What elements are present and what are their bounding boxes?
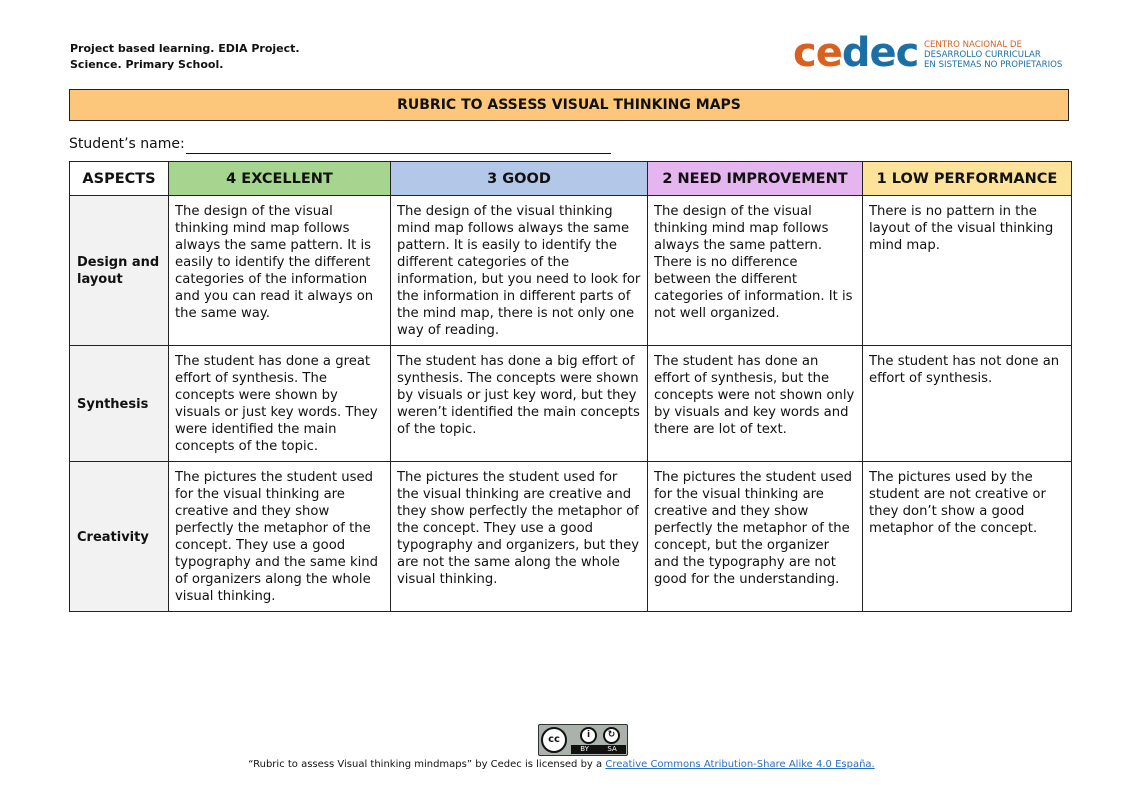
logo-word-part-orange: ce [793, 30, 842, 76]
logo-sub-line-2: DESARROLLO CURRICULAR [924, 50, 1041, 60]
header-school-line: Science. Primary School. [70, 58, 224, 71]
cc-license-badge [538, 724, 628, 756]
cell-design-improvement: The design of the visual thinking mind map follows always the same pattern. There is no difference between the different categories of information. It is not well organized. [648, 196, 863, 346]
rubric-title: RUBRIC TO ASSESS VISUAL THINKING MAPS [69, 89, 1069, 121]
rubric-header-row [70, 162, 1072, 196]
by-attribution-icon: i [580, 727, 597, 744]
student-name-blank-line [186, 137, 611, 154]
cc-badge-label-bar [571, 745, 626, 754]
license-link[interactable]: Creative Commons Atribution-Share Alike 4.0 España. [605, 759, 875, 770]
logo-sub-line-1: CENTRO NACIONAL DE [924, 40, 1022, 50]
cell-creativity-excellent: The pictures the student used for the visual thinking are creative and they show perfectly the metaphor of the concept. They use a good typography and the same kind of organizers along the whole visual thinking. [169, 462, 391, 612]
student-name-field [69, 134, 611, 154]
cell-creativity-low: The pictures used by the student are not creative or they don’t show a good metaphor of the concept. [863, 462, 1072, 612]
license-statement [0, 759, 1123, 770]
cell-creativity-improvement: The pictures the student used for the visual thinking are creative and they show perfectly the metaphor of the concept, but the organizer and the typography are not good for the understanding. [648, 462, 863, 612]
cedec-logo-wordmark [793, 30, 918, 76]
aspect-design-layout: Design and layout [70, 196, 169, 346]
cedec-logo-subtitle [924, 40, 1062, 70]
student-name-label: Student’s name: [69, 136, 185, 152]
table-row-design-layout [70, 196, 1072, 346]
header-aspects: ASPECTS [70, 162, 169, 196]
document-header [70, 41, 300, 73]
cell-design-low: There is no pattern in the layout of the visual thinking mind map. [863, 196, 1072, 346]
rubric-table [69, 161, 1072, 612]
cell-design-excellent: The design of the visual thinking mind map follows always the same pattern. It is easily to identify the different categories of the information and you can read it always on the same way. [169, 196, 391, 346]
cell-synthesis-low: The student has not done an effort of synthesis. [863, 346, 1072, 462]
header-need-improvement: 2 NEED IMPROVEMENT [648, 162, 863, 196]
logo-word-part-blue: dec [841, 30, 919, 76]
license-statement-text: “Rubric to assess Visual thinking mindmaps” by Cedec is licensed by a [248, 759, 606, 770]
header-project-line: Project based learning. EDIA Project. [70, 42, 300, 55]
share-alike-icon: ↻ [603, 727, 620, 744]
cell-synthesis-improvement: The student has done an effort of synthesis, but the concepts were not shown only by visuals and key words and there are lot of text. [648, 346, 863, 462]
cc-icon: cc [541, 727, 567, 753]
header-excellent: 4 EXCELLENT [169, 162, 391, 196]
logo-sub-line-3: EN SISTEMAS NO PROPIETARIOS [924, 60, 1063, 70]
table-row-creativity [70, 462, 1072, 612]
cell-creativity-good: The pictures the student used for the visual thinking are creative and they show perfectly the metaphor of the concept. They use a good typography and organizers, but they are not the same along the whole visual thinking. [391, 462, 648, 612]
aspect-creativity: Creativity [70, 462, 169, 612]
cell-design-good: The design of the visual thinking mind map follows always the same pattern. It is easily to identify the different categories of the information, but you need to look for the information in different parts of the mind map, there is not only one way of reading. [391, 196, 648, 346]
table-row-synthesis [70, 346, 1072, 462]
badge-sa-label: SA [607, 745, 617, 753]
header-low-performance: 1 LOW PERFORMANCE [863, 162, 1072, 196]
header-good: 3 GOOD [391, 162, 648, 196]
badge-by-label: BY [580, 745, 589, 753]
cell-synthesis-excellent: The student has done a great effort of synthesis. The concepts were shown by visuals or just key words. They were identified the main concepts of the topic. [169, 346, 391, 462]
cell-synthesis-good: The student has done a big effort of synthesis. The concepts were shown by visuals or just key word, but they weren’t identified the main concepts of the topic. [391, 346, 648, 462]
aspect-synthesis: Synthesis [70, 346, 169, 462]
